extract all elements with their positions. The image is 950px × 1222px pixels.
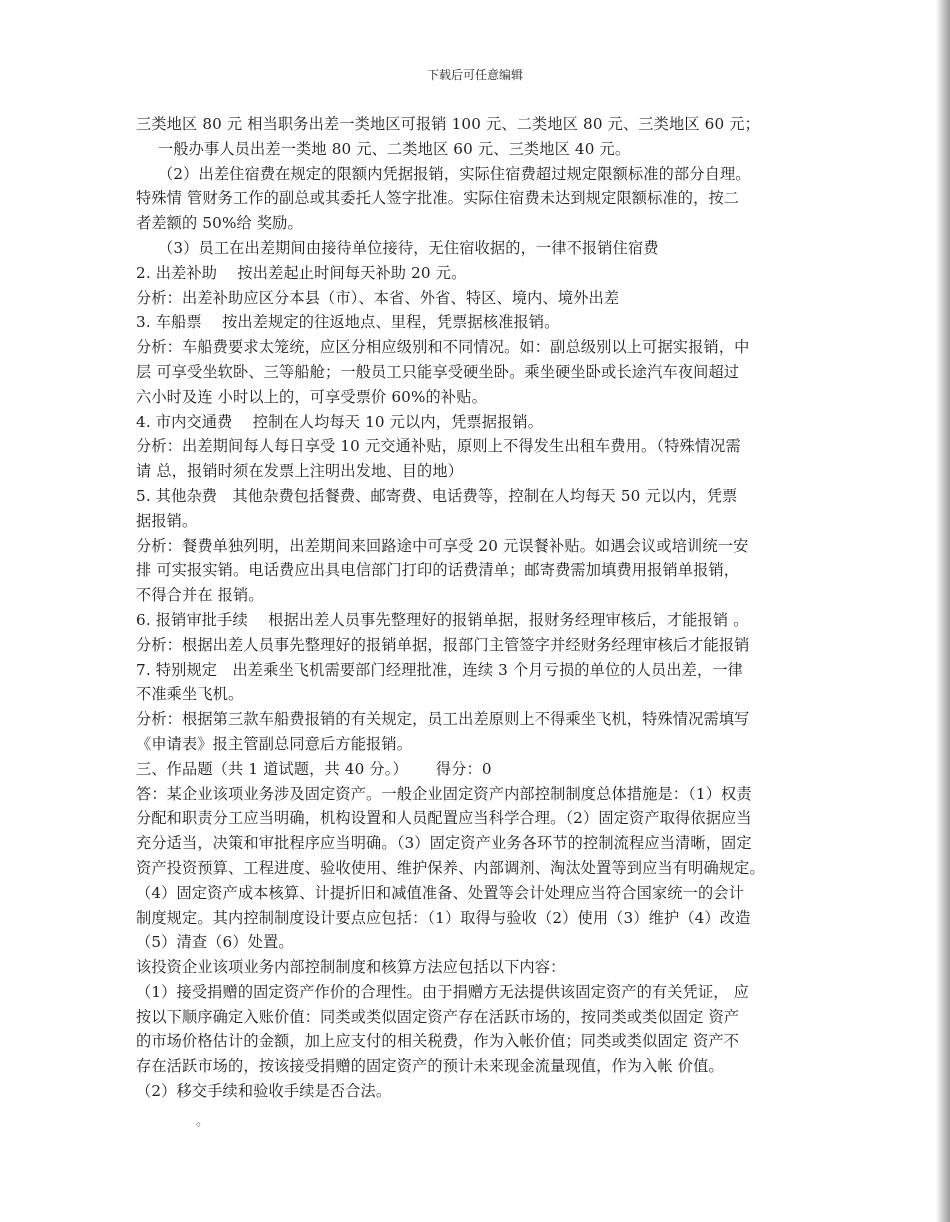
text-line: 分析：车船费要求太笼统，应区分相应级别和不同情况。如：副总级别以上可据实报销，中 — [136, 338, 750, 357]
text-line: 7. 特别规定 出差乘坐飞机需要部门经理批准，连续 3 个月亏损的单位的人员出差，一律 — [136, 660, 744, 679]
text-line: 层 可享受坐软卧、三等船舱；一般员工只能享受硬坐卧。乘坐硬坐卧或长途汽车夜间超过 — [136, 362, 740, 381]
text-line: 《申请表》报主管副总同意后方能报销。 — [136, 734, 413, 753]
text-line: 5. 其他杂费 其他杂费包括餐费、邮寄费、电话费等，控制在人均每天 50 元以内，凭票 — [136, 486, 738, 505]
text-line: 答：某企业该项业务涉及固定资产。一般企业固定资产内部控制制度总体措施是：（1）权责 — [136, 784, 752, 803]
text-line: 分析：出差补助应区分本县（市）、本省、外省、特区、境内、境外出差 — [136, 288, 620, 307]
text-line: 制度规定。其内控制制度设计要点应包括：（1）取得与验收（2）使用（3）维护（4）改造 — [136, 908, 751, 927]
text-line: 存在活跃市场的，按该接受捐赠的固定资产的预计未来现金流量现值，作为入帐 价值。 — [136, 1057, 724, 1076]
text-line: 6. 报销审批手续 根据出差人员事先整理好的报销单据，报财务经理审核后，才能报销 。 — [136, 610, 749, 629]
text-line: 不得合并在 报销。 — [136, 586, 264, 605]
document-body — [136, 112, 808, 1104]
page-header-note: 下载后可任意编辑 — [426, 68, 523, 82]
text-line: （2）出差住宿费在规定的限额内凭据报销，实际住宿费超过规定限额标准的部分自理。 — [158, 164, 751, 183]
text-line: 按以下顺序确定入账价值：同类或类似固定资产存在活跃市场的，按同类或类似固定 资产 — [136, 1007, 740, 1026]
text-line: 不准乘坐飞机。 — [136, 685, 244, 704]
text-line: 分析：出差期间每人每日享受 10 元交通补贴，原则上不得发生出租车费用。（特殊情况需 — [136, 437, 741, 456]
text-line: 的市场价格估计的金额，加上应支付的相关税费，作为入帐价值；同类或类似固定 资产不 — [136, 1032, 740, 1051]
text-line: 充分适当，决策和审批程序应当明确。（3）固定资产业务各环节的控制流程应当清晰，固定 — [136, 834, 752, 853]
text-line: 者差额的 50%给 奖励。 — [136, 214, 303, 233]
text-line: 分析：根据第三款车船费报销的有关规定，员工出差原则上不得乘坐飞机，特殊情况需填写 — [136, 710, 750, 729]
text-line: 2. 出差补助 按出差起止时间每天补助 20 元。 — [136, 263, 467, 282]
text-line: （4）固定资产成本核算、计提折旧和减值准备、处置等会计处理应当符合国家统一的会计 — [136, 883, 744, 902]
text-line: 请 总，报销时须在发票上注明出发地、目的地） — [136, 462, 464, 481]
text-line: 分配和职责分工应当明确，机构设置和人员配置应当科学合理。（2）固定资产取得依据应当 — [136, 809, 752, 828]
text-line: 排 可实报实销。电话费应出具电信部门打印的话费清单；邮寄费需加填费用报销单报销， — [136, 561, 740, 580]
text-line: 一般办事人员出差一类地 80 元、二类地区 60 元、三类地区 40 元。 — [158, 139, 631, 158]
text-line: （2）移交手续和验收手续是否合法。 — [136, 1082, 392, 1101]
text-line: 六小时及连 小时以上的，可享受票价 60%的补贴。 — [136, 387, 487, 406]
text-line: 三类地区 80 元 相当职务出差一类地区可报销 100 元、二类地区 80 元、三类地区 60 元； — [136, 115, 760, 133]
text-line: 该投资企业该项业务内部控制制度和核算方法应包括以下内容： — [136, 958, 566, 977]
footer-mark: 。 — [196, 1114, 210, 1129]
text-line: （1）接受捐赠的固定资产作价的合理性。由于捐赠方无法提供该固定资产的有关凭证， 应 — [136, 982, 749, 1001]
page-edge-shadow — [936, 0, 950, 1222]
text-line: 资产投资预算、工程进度、验收使用、维护保养、内部调剂、淘汰处置等到应当有明确规定。 — [136, 858, 765, 877]
text-line: 4. 市内交通费 控制在人均每天 10 元以内，凭票据报销。 — [136, 412, 544, 431]
text-line: 分析：餐费单独列明，出差期间来回路途中可享受 20 元误餐补贴。如遇会议或培训统一安 — [136, 536, 749, 555]
text-line: 据报销。 — [136, 511, 198, 530]
text-line: 分析：根据出差人员事先整理好的报销单据，报部门主管签字并经财务经理审核后才能报销 — [136, 635, 750, 654]
text-line: （3）员工在出差期间由接待单位接待，无住宿收据的，一律不报销住宿费 — [158, 238, 659, 257]
text-line: （5）清查（6）处置。 — [136, 933, 294, 952]
text-line: 特殊情 管财务工作的副总或其委托人签字批准。实际住宿费未达到规定限额标准的，按二 — [136, 189, 740, 208]
section-heading: 三、作品题（共 1 道试题，共 40 分。） 得分：0 — [136, 759, 492, 778]
text-line: 3. 车船票 按出差规定的往返地点、里程，凭票据核准报销。 — [136, 313, 560, 332]
